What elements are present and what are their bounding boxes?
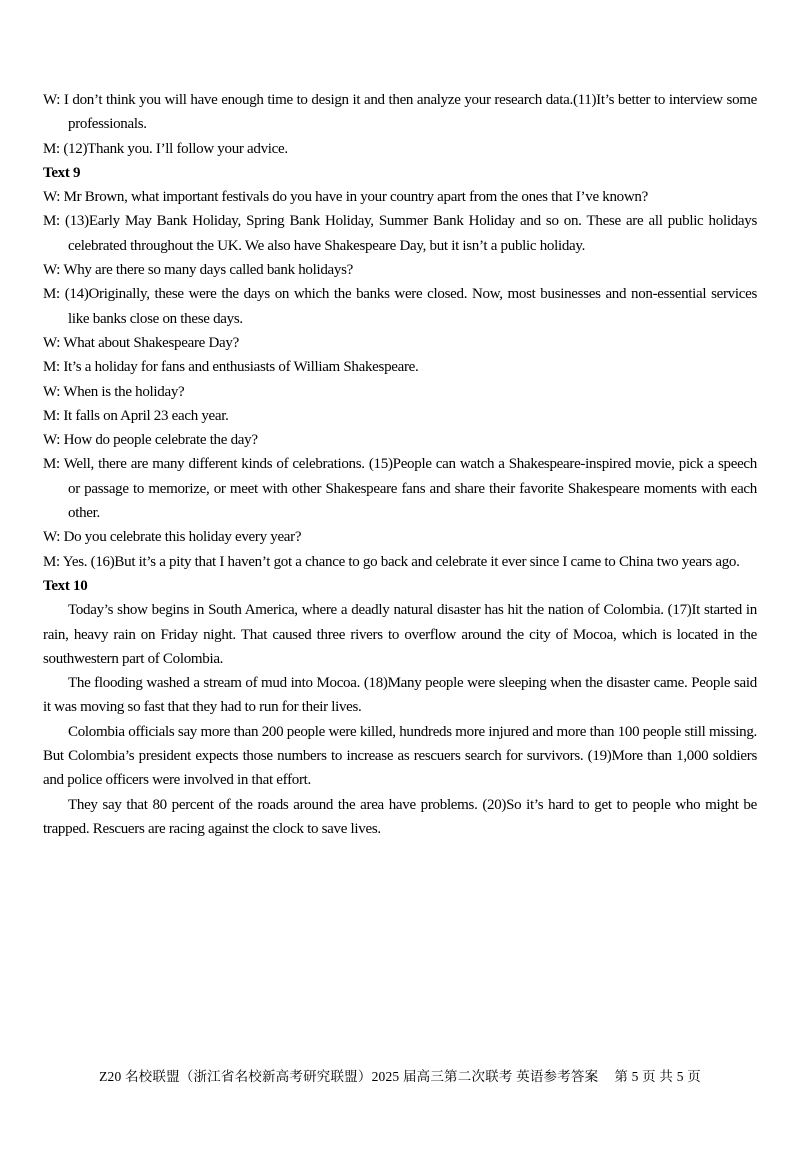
document-body: [43, 88, 757, 841]
body-paragraph: They say that 80 percent of the roads around the area have problems. (20)So it’s hard to get to people who might be trapped. Rescuers are racing against the clock to save lives.: [43, 796, 757, 837]
dialogue-line: M: It falls on April 23 each year.: [43, 407, 229, 424]
speaker-label: M:: [43, 286, 60, 303]
dialogue-line: M: (14)Originally, these were the days on which the banks were closed. Now, most businesses and non-essential services like banks close on these days.: [43, 286, 757, 327]
body-paragraph: The flooding washed a stream of mud into Mocoa. (18)Many people were sleeping when the disaster came. People said it was moving so fast that they had to run for their lives.: [43, 675, 757, 716]
section-heading: Text 9: [43, 164, 81, 181]
section-heading: Text 10: [43, 577, 88, 594]
speaker-label: W:: [43, 92, 61, 108]
footer-title: Z20 名校联盟（浙江省名校新高考研究联盟）2025 届高三第二次联考 英语参考答案: [99, 1069, 599, 1084]
dialogue-line: W: I don’t think you will have enough time to design it and then analyze your research data.(11)It’s better to interview some professionals.: [43, 92, 757, 133]
speaker-label: M:: [43, 140, 60, 157]
speaker-label: W:: [43, 189, 61, 206]
body-paragraph: Colombia officials say more than 200 people were killed, hundreds more injured and more than 100 people still missing. But Colombia’s president expects those numbers to increase as rescuers search for survivors. (19)More than 1,000 soldiers and police officers were involved in that effort.: [43, 723, 757, 789]
speaker-label: W:: [43, 383, 61, 400]
footer-page-number: 第 5 页 共 5 页: [614, 1069, 701, 1084]
speaker-label: W:: [43, 529, 61, 546]
dialogue-line: M: (13)Early May Bank Holiday, Spring Bank Holiday, Summer Bank Holiday and so on. These are all public holidays celebrated throughout the UK. We also have Shakespeare Day, but it isn’t a public holiday.: [43, 213, 757, 254]
dialogue-line: W: What about Shakespeare Day?: [43, 334, 239, 351]
speaker-label: M:: [43, 553, 60, 570]
dialogue-line: W: When is the holiday?: [43, 383, 185, 400]
dialogue-line: W: Do you celebrate this holiday every year?: [43, 529, 302, 546]
dialogue-line: M: Well, there are many different kinds of celebrations. (15)People can watch a Shakespeare-inspired movie, pick a speech or passage to memorize, or meet with other Shakespeare fans and share their favorite Shakespeare moments with each other.: [43, 456, 757, 522]
speaker-label: W:: [43, 432, 61, 449]
dialogue-line: W: Why are there so many days called bank holidays?: [43, 262, 354, 279]
dialogue-line: M: (12)Thank you. I’ll follow your advice.: [43, 140, 288, 157]
dialogue-line: W: How do people celebrate the day?: [43, 432, 258, 449]
speaker-label: W:: [43, 334, 61, 351]
dialogue-line: M: It’s a holiday for fans and enthusiasts of William Shakespeare.: [43, 359, 419, 376]
body-paragraph: Today’s show begins in South America, where a deadly natural disaster has hit the nation of Colombia. (17)It started in rain, heavy rain on Friday night. That caused three rivers to overflow around the city of Mocoa, which is located in the southwestern part of Colombia.: [43, 602, 757, 667]
speaker-label: M:: [43, 407, 60, 424]
speaker-label: M:: [43, 359, 60, 376]
dialogue-line: M: Yes. (16)But it’s a pity that I haven’t got a chance to go back and celebrate it ever since I came to China two years ago.: [43, 553, 740, 570]
speaker-label: M:: [43, 213, 60, 230]
dialogue-line: W: Mr Brown, what important festivals do you have in your country apart from the ones that I’ve known?: [43, 189, 648, 206]
speaker-label: W:: [43, 262, 61, 279]
speaker-label: M:: [43, 456, 60, 473]
page-footer: [0, 1068, 800, 1086]
